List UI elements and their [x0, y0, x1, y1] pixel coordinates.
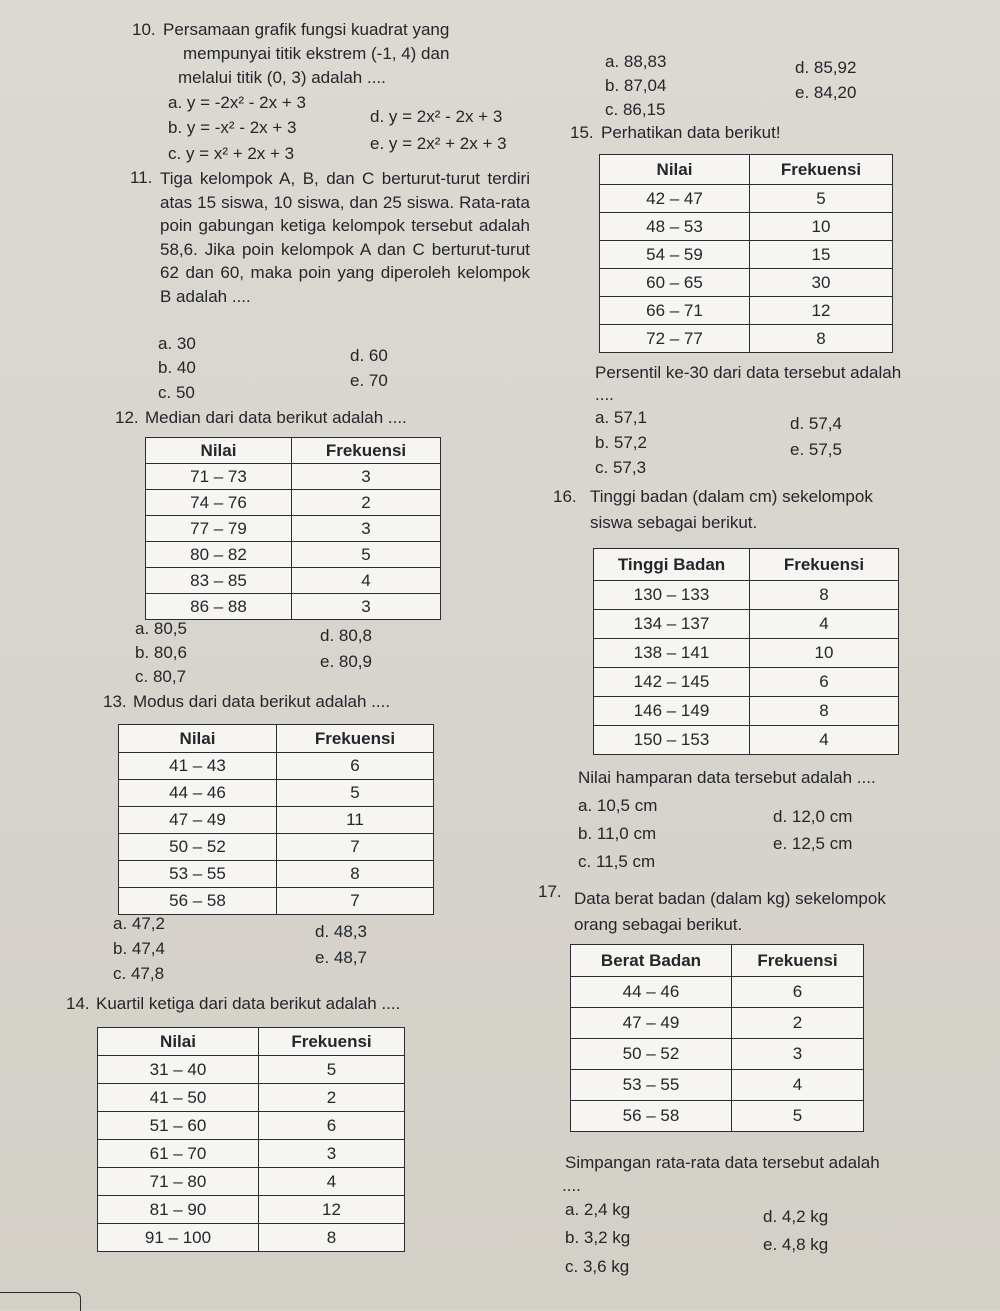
prev-option-d: d. 85,92 [795, 58, 857, 77]
q17-line-2: orang sebagai berikut. [574, 915, 743, 934]
q14-table [97, 1027, 405, 1252]
q15-cell: 5 [750, 185, 893, 213]
q16-cell: 142 – 145 [594, 668, 750, 697]
q17-header-frekuensi: Frekuensi [732, 945, 864, 977]
table-row [600, 213, 893, 241]
table-row [98, 1196, 405, 1224]
q15-cell: 10 [750, 213, 893, 241]
q17-table [570, 944, 864, 1132]
q17-cell: 3 [732, 1039, 864, 1070]
prev-option-b: b. 87,04 [605, 76, 667, 95]
table-row [594, 581, 899, 610]
q17-cell: 6 [732, 977, 864, 1008]
table-row [98, 1084, 405, 1112]
q15-option-d: d. 57,4 [790, 414, 842, 433]
page-corner-box [0, 1292, 81, 1311]
q14-cell: 8 [259, 1224, 405, 1252]
q16-header-tinggi: Tinggi Badan [594, 549, 750, 581]
table-row [98, 1224, 405, 1252]
q16-cell: 130 – 133 [594, 581, 750, 610]
q12-option-c: c. 80,7 [135, 667, 187, 686]
q16-cell: 150 – 153 [594, 726, 750, 755]
prev-option-e: e. 84,20 [795, 83, 857, 102]
q15-dots: .... [595, 385, 614, 404]
q15-cell: 42 – 47 [600, 185, 750, 213]
table-row [146, 516, 441, 542]
q14-cell: 5 [259, 1056, 405, 1084]
q17-number: 17. [538, 882, 562, 901]
q15-header-frekuensi: Frekuensi [750, 155, 893, 185]
q12-option-b: b. 80,6 [135, 643, 187, 662]
q13-header-frekuensi: Frekuensi [277, 725, 434, 753]
q12-table [145, 437, 441, 620]
q16-number: 16. [553, 487, 577, 506]
q17-option-d: d. 4,2 kg [763, 1207, 829, 1226]
table-row [119, 753, 434, 780]
q13-option-c: c. 47,8 [113, 964, 165, 983]
table-row [98, 1168, 405, 1196]
q14-cell: 4 [259, 1168, 405, 1196]
q10-line-3: melalui titik (0, 3) adalah .... [178, 68, 386, 87]
q16-line-1: Tinggi badan (dalam cm) sekelompok [590, 487, 873, 506]
q12-cell: 86 – 88 [146, 594, 292, 620]
table-row [600, 185, 893, 213]
q16-table [593, 548, 899, 755]
q13-header-nilai: Nilai [119, 725, 277, 753]
table-row [98, 1056, 405, 1084]
q14-question: Kuartil ketiga dari data berikut adalah .... [96, 994, 401, 1013]
table-row [594, 668, 899, 697]
q13-number: 13. [103, 692, 127, 711]
q16-option-d: d. 12,0 cm [773, 807, 853, 826]
table-row [146, 594, 441, 620]
q11-option-c: c. 50 [158, 383, 195, 402]
table-row [98, 1112, 405, 1140]
q15-cell: 15 [750, 241, 893, 269]
q13-cell: 6 [277, 753, 434, 780]
table-row [600, 241, 893, 269]
q12-cell: 4 [292, 568, 441, 594]
q16-line-2: siswa sebagai berikut. [590, 513, 758, 532]
table-row [594, 726, 899, 755]
q14-cell: 3 [259, 1140, 405, 1168]
q14-cell: 61 – 70 [98, 1140, 259, 1168]
q11-number: 11. [130, 168, 153, 187]
q14-cell: 91 – 100 [98, 1224, 259, 1252]
table-row [119, 834, 434, 861]
table-row [600, 269, 893, 297]
q15-option-a: a. 57,1 [595, 408, 647, 427]
q17-after: Simpangan rata-rata data tersebut adalah [565, 1153, 880, 1172]
q12-cell: 5 [292, 542, 441, 568]
q17-option-a: a. 2,4 kg [565, 1200, 631, 1219]
table-row [119, 861, 434, 888]
q13-question: Modus dari data berikut adalah .... [133, 692, 391, 711]
q17-cell: 4 [732, 1070, 864, 1101]
q16-option-e: e. 12,5 cm [773, 834, 853, 853]
q17-cell: 56 – 58 [571, 1101, 732, 1132]
q15-cell: 48 – 53 [600, 213, 750, 241]
q12-option-e: e. 80,9 [320, 652, 372, 671]
q15-cell: 54 – 59 [600, 241, 750, 269]
q11-text: Tiga kelompok A, B, dan C berturut-turut terdiri atas 15 siswa, 10 siswa, dan 25 siswa. Rata-rata poin gabungan ketiga kelompok tersebut adalah 58,6. Jika poin kelompok A dan C berturut-turut 62 dan 60, maka poin yang diperoleh kelompok B adalah .... [160, 169, 530, 306]
q12-cell: 80 – 82 [146, 542, 292, 568]
q14-cell: 2 [259, 1084, 405, 1112]
q14-cell: 12 [259, 1196, 405, 1224]
q10-option-c: c. y = x² + 2x + 3 [168, 144, 295, 163]
q12-number: 12. [115, 408, 139, 427]
q17-line-1: Data berat badan (dalam kg) sekelompok [574, 889, 886, 908]
table-row [600, 297, 893, 325]
q11-option-e: e. 70 [350, 371, 388, 390]
q13-option-a: a. 47,2 [113, 914, 165, 933]
q13-option-e: e. 48,7 [315, 948, 367, 967]
q13-cell: 41 – 43 [119, 753, 277, 780]
q16-cell: 4 [750, 726, 899, 755]
q10-option-d: d. y = 2x² - 2x + 3 [370, 107, 503, 126]
q12-header-frekuensi: Frekuensi [292, 438, 441, 464]
q10-number: 10. [132, 20, 156, 39]
q13-option-d: d. 48,3 [315, 922, 367, 941]
q10-option-a: a. y = -2x² - 2x + 3 [168, 93, 306, 112]
table-row [146, 568, 441, 594]
table-row [146, 490, 441, 516]
q12-question: Median dari data berikut adalah .... [145, 408, 407, 427]
q17-cell: 44 – 46 [571, 977, 732, 1008]
q14-number: 14. [66, 994, 90, 1013]
table-row [119, 807, 434, 834]
prev-option-c: c. 86,15 [605, 100, 666, 119]
q16-after: Nilai hamparan data tersebut adalah .... [578, 768, 876, 787]
q10-option-b: b. y = -x² - 2x + 3 [168, 118, 297, 137]
q14-cell: 51 – 60 [98, 1112, 259, 1140]
q14-cell: 71 – 80 [98, 1168, 259, 1196]
table-row [594, 610, 899, 639]
q15-cell: 60 – 65 [600, 269, 750, 297]
q14-cell: 41 – 50 [98, 1084, 259, 1112]
table-row [571, 1101, 864, 1132]
q13-cell: 7 [277, 888, 434, 915]
q17-cell: 47 – 49 [571, 1008, 732, 1039]
q17-cell: 53 – 55 [571, 1070, 732, 1101]
q15-option-e: e. 57,5 [790, 440, 842, 459]
q16-option-a: a. 10,5 cm [578, 796, 658, 815]
table-row [98, 1140, 405, 1168]
q11-option-d: d. 60 [350, 346, 388, 365]
q17-dots: .... [562, 1176, 581, 1195]
q14-cell: 6 [259, 1112, 405, 1140]
q12-cell: 2 [292, 490, 441, 516]
q13-cell: 7 [277, 834, 434, 861]
table-row [119, 780, 434, 807]
q12-cell: 77 – 79 [146, 516, 292, 542]
q16-header-frekuensi: Frekuensi [750, 549, 899, 581]
q16-cell: 10 [750, 639, 899, 668]
q15-cell: 30 [750, 269, 893, 297]
q12-cell: 83 – 85 [146, 568, 292, 594]
q17-header-berat: Berat Badan [571, 945, 732, 977]
q15-option-b: b. 57,2 [595, 433, 647, 452]
q13-cell: 47 – 49 [119, 807, 277, 834]
q13-cell: 5 [277, 780, 434, 807]
q13-cell: 8 [277, 861, 434, 888]
q16-cell: 6 [750, 668, 899, 697]
table-row [119, 888, 434, 915]
q14-header-nilai: Nilai [98, 1028, 259, 1056]
q12-option-d: d. 80,8 [320, 626, 372, 645]
q16-cell: 8 [750, 697, 899, 726]
q15-cell: 66 – 71 [600, 297, 750, 325]
q12-cell: 3 [292, 516, 441, 542]
q16-cell: 4 [750, 610, 899, 639]
q16-option-c: c. 11,5 cm [578, 852, 656, 871]
q10-line-1: Persamaan grafik fungsi kuadrat yang [163, 20, 450, 39]
q15-table [599, 154, 893, 353]
q13-cell: 44 – 46 [119, 780, 277, 807]
q16-cell: 138 – 141 [594, 639, 750, 668]
q13-cell: 56 – 58 [119, 888, 277, 915]
q16-option-b: b. 11,0 cm [578, 824, 657, 843]
q14-header-frekuensi: Frekuensi [259, 1028, 405, 1056]
table-row [571, 1039, 864, 1070]
table-row [571, 977, 864, 1008]
q13-option-b: b. 47,4 [113, 939, 165, 958]
table-row [594, 697, 899, 726]
q12-header-nilai: Nilai [146, 438, 292, 464]
q15-option-c: c. 57,3 [595, 458, 647, 477]
q14-cell: 31 – 40 [98, 1056, 259, 1084]
q13-cell: 11 [277, 807, 434, 834]
q10-line-2: mempunyai titik ekstrem (-1, 4) dan [183, 44, 450, 63]
table-row [146, 464, 441, 490]
q17-cell: 2 [732, 1008, 864, 1039]
q17-option-c: c. 3,6 kg [565, 1257, 630, 1276]
q15-cell: 12 [750, 297, 893, 325]
q12-cell: 74 – 76 [146, 490, 292, 516]
q15-after: Persentil ke-30 dari data tersebut adalah [595, 363, 902, 382]
q10-option-e: e. y = 2x² + 2x + 3 [370, 134, 507, 153]
q14-cell: 81 – 90 [98, 1196, 259, 1224]
q12-cell: 71 – 73 [146, 464, 292, 490]
q13-cell: 53 – 55 [119, 861, 277, 888]
table-row [146, 542, 441, 568]
table-row [571, 1008, 864, 1039]
q16-cell: 8 [750, 581, 899, 610]
q11-option-a: a. 30 [158, 334, 196, 353]
q13-cell: 50 – 52 [119, 834, 277, 861]
q17-option-e: e. 4,8 kg [763, 1235, 829, 1254]
q12-cell: 3 [292, 464, 441, 490]
q16-cell: 134 – 137 [594, 610, 750, 639]
q12-option-a: a. 80,5 [135, 619, 187, 638]
q17-cell: 50 – 52 [571, 1039, 732, 1070]
q11-option-b: b. 40 [158, 358, 196, 377]
q15-cell: 72 – 77 [600, 325, 750, 353]
q15-cell: 8 [750, 325, 893, 353]
q15-number: 15. [570, 123, 594, 142]
q17-cell: 5 [732, 1101, 864, 1132]
table-row [594, 639, 899, 668]
prev-option-a: a. 88,83 [605, 52, 667, 71]
q15-question: Perhatikan data berikut! [601, 123, 781, 142]
q13-table [118, 724, 434, 915]
table-row [571, 1070, 864, 1101]
q12-cell: 3 [292, 594, 441, 620]
q15-header-nilai: Nilai [600, 155, 750, 185]
q17-option-b: b. 3,2 kg [565, 1228, 631, 1247]
table-row [600, 325, 893, 353]
q16-cell: 146 – 149 [594, 697, 750, 726]
